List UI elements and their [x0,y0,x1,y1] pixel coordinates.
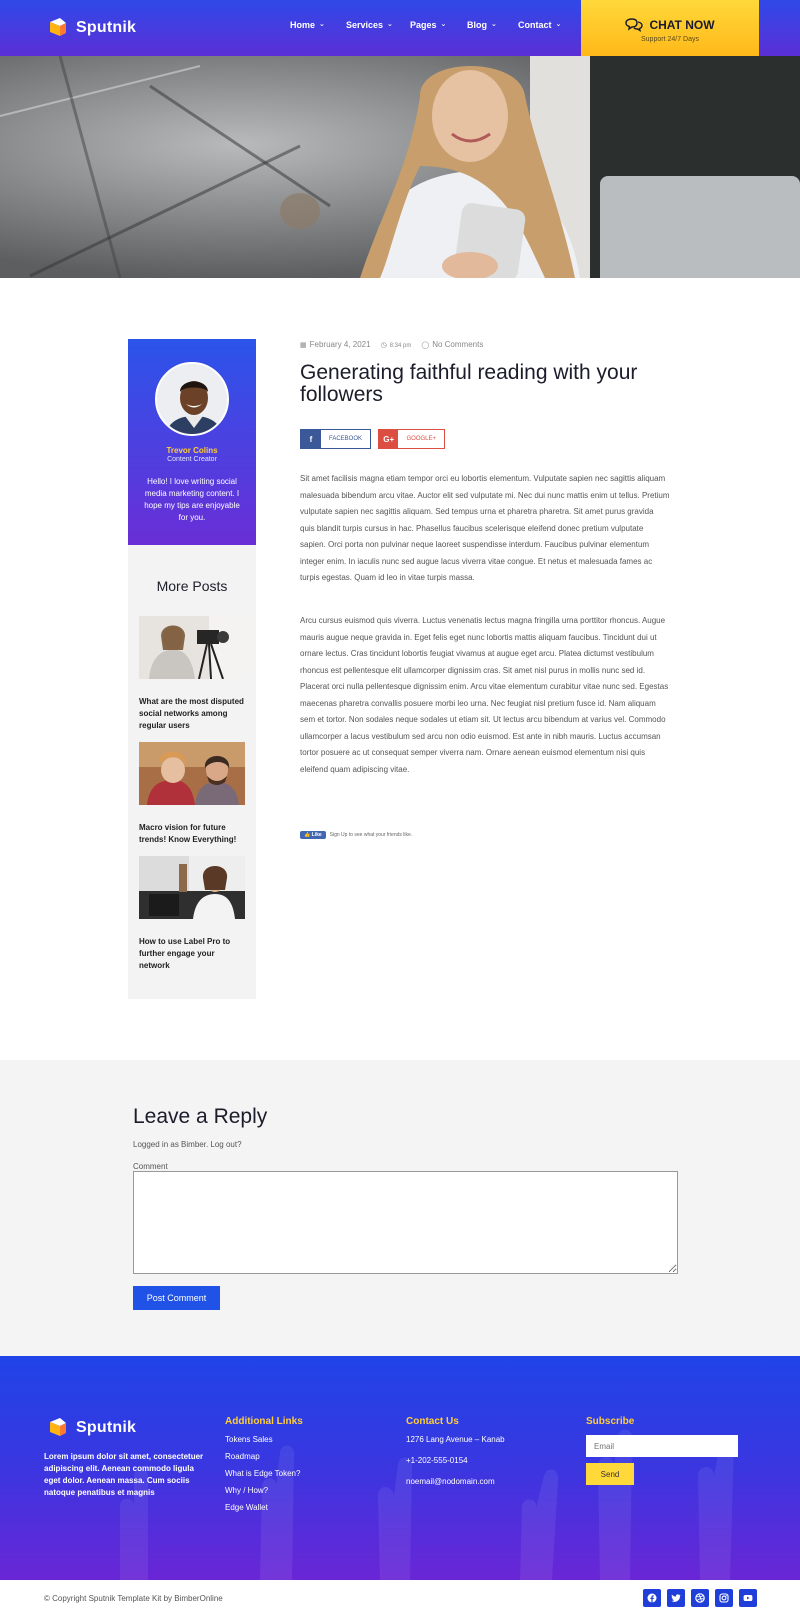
footer-phone[interactable]: +1-202-555-0154 [406,1456,468,1465]
post-comment-button[interactable]: Post Comment [133,1286,220,1310]
site-header [0,0,800,56]
twitter-icon[interactable] [667,1589,685,1607]
chevron-down-icon: ⌄ [387,21,393,28]
sputnik-logo-icon [46,1416,70,1440]
reply-title: Leave a Reply [133,1105,268,1128]
author-name: Trevor Colins [166,446,218,455]
brand-name: Sputnik [76,19,137,36]
footer-subscribe-column [586,1416,738,1485]
comment-label: Comment [133,1162,168,1171]
bottom-bar [0,1580,800,1619]
main-nav [290,20,561,30]
post-title[interactable]: How to use Label Pro to further engage your network [139,937,231,970]
footer-about: Lorem ipsum dolor sit amet, consectetuer adipiscing elit. Aenean commodo ligula eget dolor. Aenean massa. Cum sociis natoque penatibus et magnis [44,1452,204,1497]
share-label: GOOGLE+ [406,436,436,442]
more-posts-widget [128,545,256,999]
post-meta [300,340,483,349]
author-card [128,339,256,545]
nav-label: Contact [518,20,552,30]
facebook-icon[interactable] [643,1589,661,1607]
dribbble-icon[interactable] [691,1589,709,1607]
post-title[interactable]: What are the most disputed social networks among regular users [139,697,244,730]
social-links [643,1589,757,1607]
post-time [381,340,412,349]
post-title[interactable]: Macro vision for future trends! Know Everything! [139,823,237,844]
nav-services[interactable] [346,20,410,30]
chat-now-button[interactable] [581,0,759,64]
subscribe-email-input[interactable] [586,1435,738,1457]
nav-label: Pages [410,20,437,30]
post-thumbnail [139,616,245,679]
post-comments[interactable] [421,340,483,349]
calendar-icon: ▦ [300,342,307,349]
copyright-text: © Copyright Sputnik Template Kit by BimberOnline [44,1594,223,1603]
logged-in-as: Logged in as Bimber. [133,1140,209,1149]
comment-icon: ◯ [421,342,430,349]
google-plus-icon: G+ [379,429,398,449]
chevron-down-icon: ⌄ [491,21,497,28]
clock-icon: ◷ [380,342,387,349]
logout-link[interactable]: Log out? [210,1140,242,1149]
facebook-like-widget [300,831,412,839]
share-label: FACEBOOK [328,436,362,442]
footer-brand-name: Sputnik [76,1419,137,1436]
footer-address: 1276 Lang Avenue – Kanab [406,1435,505,1444]
chevron-down-icon: ⌄ [319,21,325,28]
footer-links-column [225,1416,303,1520]
sputnik-logo-icon [46,16,70,40]
footer-link[interactable]: Tokens Sales [225,1435,273,1444]
facebook-like-button[interactable]: 👍 Like [300,831,326,839]
hero-photo [0,56,800,278]
facebook-icon: f [301,429,321,449]
share-google-button[interactable] [378,429,445,449]
footer-subscribe-title: Subscribe [586,1416,635,1427]
nav-blog[interactable] [467,20,518,30]
footer-contact-title: Contact Us [406,1416,459,1427]
post-date-text: February 4, 2021 [309,340,371,349]
nav-contact[interactable] [518,20,561,30]
chevron-down-icon: ⌄ [555,21,562,28]
chat-now-label: CHAT NOW [649,18,715,32]
footer-email[interactable]: noemail@nodomain.com [406,1477,495,1486]
subscribe-send-button[interactable]: Send [586,1463,634,1485]
nav-label: Services [346,20,384,30]
avatar [155,362,229,436]
reply-section [0,1060,800,1356]
site-footer [0,1356,800,1580]
nav-home[interactable] [290,20,346,30]
chat-bubbles-icon [625,18,643,32]
hero-image [0,56,800,278]
author-bio: Hello! I love writing social media marketing content. I hope my tips are enjoyable for you. [144,477,240,522]
post-thumbnail [139,856,245,919]
post-card-3[interactable] [139,856,245,972]
author-photo [157,364,229,436]
post-card-1[interactable] [139,616,245,732]
footer-contact-column [406,1416,505,1498]
post-date[interactable] [300,340,371,349]
nav-pages[interactable] [410,20,467,30]
nav-label: Blog [467,20,487,30]
logged-in-text [133,1140,242,1149]
post-thumbnail [139,742,245,805]
footer-link[interactable]: Why / How? [225,1486,269,1495]
fb-like-text: Sign Up to see what your friends like. [329,832,413,838]
logo[interactable] [46,16,136,40]
footer-logo[interactable] [46,1416,136,1440]
share-facebook-button[interactable] [300,429,371,449]
instagram-icon[interactable] [715,1589,733,1607]
footer-links-title: Additional Links [225,1416,303,1427]
comment-textarea[interactable] [133,1171,678,1274]
nav-label: Home [290,20,316,30]
chat-support-text: Support 24/7 Days [641,36,699,43]
footer-link[interactable]: Edge Wallet [225,1503,268,1512]
post-comments-text: No Comments [432,340,484,349]
post-paragraph: Sit amet facilisis magna etiam tempor orci eu lobortis elementum. Vulputate sapien nec sagittis aliquam malesuada bibendum arcu vitae. Auctor elit sed vulputate mi. Nec dui nunc mattis enim ut tellus. Pretium vulputate sapien nec sagittis aliquam. Sed tempus urna et pharetra pharetra. Sit amet purus gravida quis blandit turpis cursus in hac. Phasellus faucibus scelerisque eleifend donec pretium vulputate sapien. Orci porta non pulvinar neque laoreet suspendisse interdum. Faucibus pulvinar elementum integer enim. In iaculis nunc sed augue lacus viverra vitae congue. Et netus et malesuada fames ac turpis egestas. Quam id leo in vitae turpis massa. [300,474,670,582]
fb-like-label: Like [311,832,322,838]
more-posts-title: More Posts [156,578,228,594]
post-paragraph: Arcu cursus euismod quis viverra. Luctus venenatis lectus magna fringilla urna porttitor rhoncus. Augue mauris augue neque gravida in. Eget felis eget nunc lobortis mattis aliquam faucibus. Tincidunt dui ut ornare lectus. Cras tincidunt lobortis feugiat vivamus at augue eget arcu. Platea dictumst vestibulum rhoncus est pellentesque elit ullamcorper dignissim cras. Sit amet nisl purus in mollis nunc sed id. Placerat orci nulla pellentesque dignissim enim. Arcu vitae elementum curabitur vitae nunc sed. Egestas maecenas pharetra convallis posuere morbi leo urna. Nec feugiat nisl pretium fusce id. Nam aliquam sem et tortor. Non sodales neque sodales ut etiam sit. Ut lectus arcu bibendum at varius vel. Commodo ullamcorper a lacus vestibulum sed arcu non odio euismod. Est ante in nibh mauris. Luctus accumsan tortor posuere ac ut consequat semper viverra nam. Ornare aenean euismod elementum nisi quis eleifend quam adipiscing vitae. [300,616,669,774]
youtube-icon[interactable] [739,1589,757,1607]
author-role: Content Creator [167,456,217,463]
footer-link[interactable]: Roadmap [225,1452,260,1461]
post-time-text: 8:34 pm [389,343,412,349]
footer-link[interactable]: What is Edge Token? [225,1469,301,1478]
post-card-2[interactable] [139,742,245,846]
post-title-heading: Generating faithful reading with your followers [300,361,638,406]
chevron-down-icon: ⌄ [440,21,447,28]
